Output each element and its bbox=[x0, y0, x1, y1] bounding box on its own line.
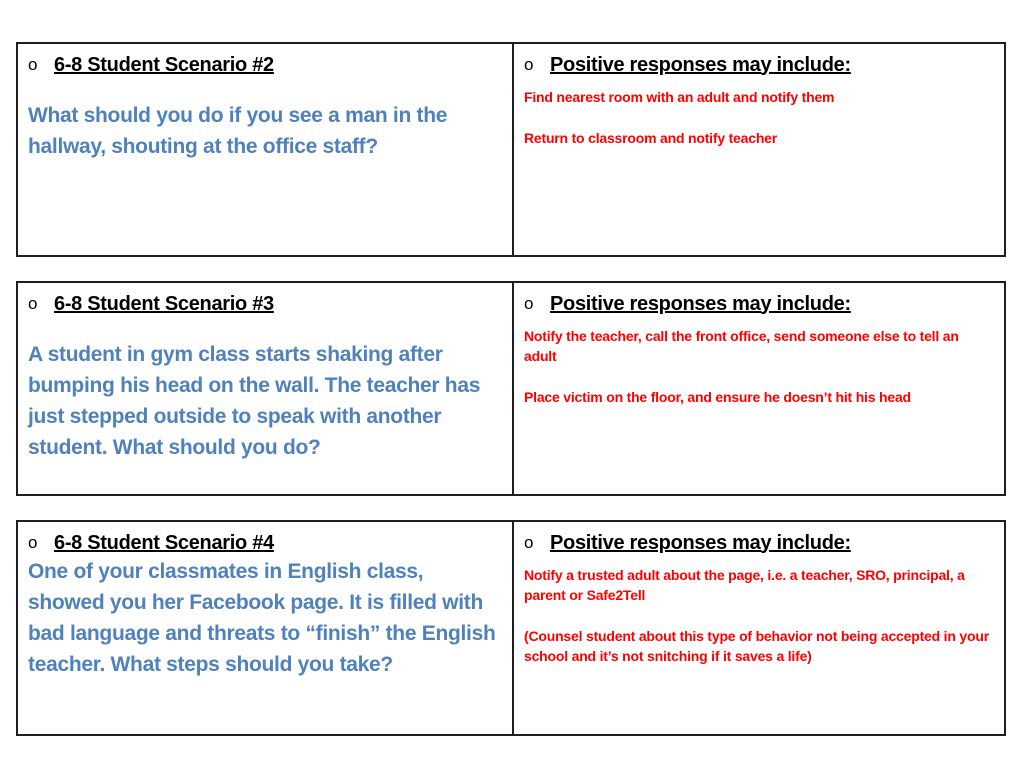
scenario-question: One of your classmates in English class, showed you her Facebook page. It is filled with bad language and threats to “finish” the English teacher. What steps should you take? bbox=[28, 560, 496, 676]
scenario-column bbox=[18, 44, 514, 255]
responses-title: Positive responses may include: bbox=[550, 292, 851, 315]
bullet-icon: o bbox=[28, 294, 38, 313]
scenario-card-2 bbox=[16, 42, 1006, 257]
response-item: Notify a trusted adult about the page, i.e. a teacher, SRO, principal, a parent or Safe2Tell bbox=[524, 567, 965, 603]
scenario-question: What should you do if you see a man in the hallway, shouting at the office staff? bbox=[28, 104, 448, 158]
scenario-card-3 bbox=[16, 281, 1006, 496]
scenario-title: 6-8 Student Scenario #3 bbox=[54, 292, 274, 315]
bullet-icon: o bbox=[524, 55, 534, 74]
response-item: Place victim on the floor, and ensure he doesn’t hit his head bbox=[524, 389, 911, 405]
responses-column bbox=[514, 283, 1004, 494]
bullet-icon: o bbox=[524, 533, 534, 552]
scenario-card-4 bbox=[16, 520, 1006, 736]
scenario-question: A student in gym class starts shaking after bumping his head on the wall. The teacher has just stepped outside to speak with another student. What should you do? bbox=[28, 343, 481, 459]
responses-title: Positive responses may include: bbox=[550, 53, 851, 76]
response-item: (Counsel student about this type of behavior not being accepted in your school and it’s not snitching if it saves a life) bbox=[524, 628, 989, 664]
bullet-icon: o bbox=[28, 55, 38, 74]
scenario-title: 6-8 Student Scenario #4 bbox=[54, 531, 274, 554]
responses-column bbox=[514, 44, 1004, 255]
scenario-column bbox=[18, 283, 514, 494]
bullet-icon: o bbox=[28, 533, 38, 552]
response-item: Notify the teacher, call the front office, send someone else to tell an adult bbox=[524, 328, 959, 364]
scenario-column bbox=[18, 522, 514, 734]
responses-title: Positive responses may include: bbox=[550, 531, 851, 554]
scenario-title: 6-8 Student Scenario #2 bbox=[54, 53, 274, 76]
responses-column bbox=[514, 522, 1004, 734]
response-item: Return to classroom and notify teacher bbox=[524, 130, 778, 146]
response-item: Find nearest room with an adult and notify them bbox=[524, 89, 835, 105]
bullet-icon: o bbox=[524, 294, 534, 313]
